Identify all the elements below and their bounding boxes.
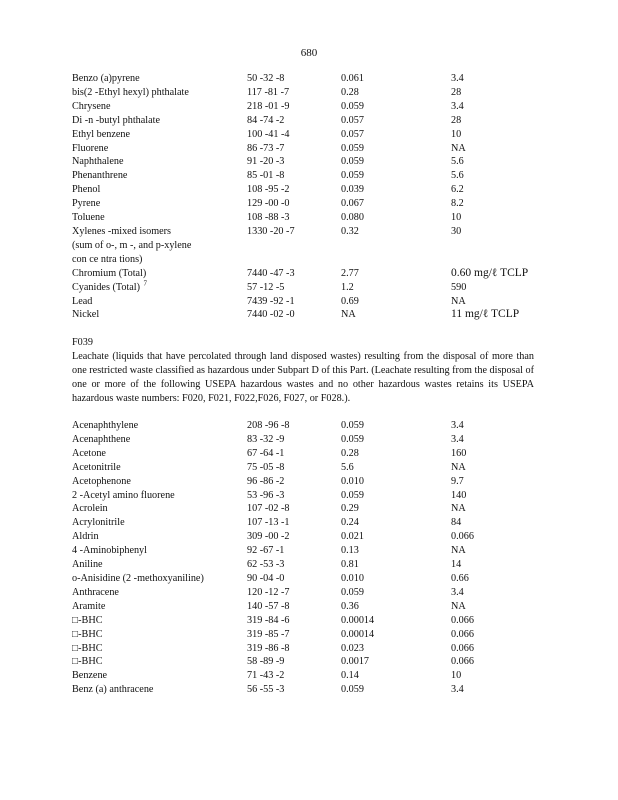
nonwastewater-standard: 9.7 [451, 475, 464, 487]
cas-number: 120 -12 -7 [247, 586, 290, 598]
nonwastewater-standard: 590 [451, 281, 467, 293]
wastewater-standard: 0.059 [341, 142, 364, 154]
cas-number: 108 -95 -2 [247, 184, 290, 196]
constituent-name: Acetone [72, 447, 106, 459]
nonwastewater-standard: 3.4 [451, 420, 464, 431]
constituent-name: o-Anisidine (2 -methoxyaniline) [72, 572, 204, 584]
table-row [72, 128, 552, 142]
wastewater-standard: 0.00014 [341, 628, 375, 640]
nonwastewater-standard: 84 [451, 517, 462, 529]
cas-number: 309 -00 -2 [247, 531, 290, 543]
cas-number: 57 -12 -5 [247, 281, 285, 293]
table-row [72, 197, 552, 211]
wastewater-standard: 0.023 [341, 642, 364, 654]
nonwastewater-standard: 3.4 [451, 100, 464, 112]
constituent-name: Acetophenone [72, 475, 131, 487]
nonwastewater-standard: 3.4 [451, 433, 464, 445]
wastewater-standard: 0.28 [341, 447, 359, 459]
cas-number: 67 -64 -1 [247, 447, 285, 459]
constituent-name: 4 -Aminobiphenyl [72, 545, 147, 557]
nonwastewater-standard: NA [451, 142, 466, 154]
nonwastewater-standard: 0.066 [451, 642, 474, 654]
constituent-name: Aniline [72, 559, 103, 571]
section-code: F039 [72, 337, 93, 348]
cas-number: 208 -96 -8 [247, 420, 290, 431]
table-row [72, 669, 552, 683]
wastewater-standard: 0.059 [341, 170, 364, 182]
section-description: Leachate (liquids that have percolated through land disposed wastes) resulting from the disposal of more than one restricted waste classified as hazardous under Subpart D of this Part. (Leachate resulting from the disposal of one or more of the following USEPA hazardous wastes and no other hazardous wastes retains its USEPA hazardous waste numbers: F020, F021, F022,F026, F027, or F028.). [72, 350, 534, 404]
wastewater-standard: 0.14 [341, 670, 359, 682]
wastewater-standard: 0.29 [341, 503, 359, 515]
cas-number: 91 -20 -3 [247, 156, 285, 168]
wastewater-standard: 0.057 [341, 114, 364, 126]
nonwastewater-standard: 6.2 [451, 184, 464, 196]
constituent-name: Anthracene [72, 586, 119, 598]
constituent-name: Acrolein [72, 503, 108, 515]
nonwastewater-standard: 0.066 [451, 614, 474, 626]
cas-number: 218 -01 -9 [247, 100, 290, 112]
cas-number: 7439 -92 -1 [247, 295, 295, 307]
wastewater-standard: 0.039 [341, 184, 364, 196]
table-row [72, 100, 552, 114]
constituent-name: Acrylonitrile [72, 517, 125, 529]
section-f039 [72, 336, 534, 406]
table-row [72, 142, 552, 156]
constituent-table-top [72, 72, 552, 322]
table-row [72, 516, 552, 530]
cas-number: 117 -81 -7 [247, 86, 290, 98]
constituent-name: Phenol [72, 184, 101, 196]
nonwastewater-standard: NA [451, 461, 466, 473]
constituent-name: Nickel [72, 309, 100, 321]
wastewater-standard: 0.059 [341, 100, 364, 112]
table-row [72, 239, 552, 253]
constituent-name: 2 -Acetyl amino fluorene [72, 489, 175, 501]
nonwastewater-standard: 0.66 [451, 572, 469, 584]
constituent-name: □-BHC [72, 656, 103, 668]
cas-number: 319 -84 -6 [247, 614, 290, 626]
constituent-name: Acetonitrile [72, 461, 121, 473]
table-row [72, 586, 552, 600]
cas-number: 7440 -02 -0 [247, 309, 295, 321]
nonwastewater-standard: 3.4 [451, 684, 464, 696]
table-row [72, 447, 552, 461]
nonwastewater-standard: 10 [451, 128, 462, 140]
page-number: 680 [300, 47, 318, 59]
cas-number [247, 239, 341, 253]
cas-number: 85 -01 -8 [247, 170, 285, 182]
wastewater-standard: 0.81 [341, 559, 359, 571]
wastewater-standard: 0.36 [341, 600, 359, 612]
constituent-name: Naphthalene [72, 156, 124, 168]
table-row [72, 628, 552, 642]
cas-number: 92 -67 -1 [247, 545, 285, 557]
table-row [72, 72, 552, 86]
table-row [72, 295, 552, 309]
cas-number: 129 -00 -0 [247, 198, 290, 210]
table-row [72, 572, 552, 586]
wastewater-standard: 0.061 [341, 73, 364, 84]
cas-number: 56 -55 -3 [247, 684, 285, 696]
constituent-name: □-BHC [72, 628, 103, 640]
nonwastewater-standard: 160 [451, 447, 467, 459]
nonwastewater-standard: 10 [451, 212, 462, 224]
cas-number: 96 -86 -2 [247, 475, 285, 487]
constituent-name: Benzene [72, 670, 108, 682]
wastewater-standard: 1.2 [341, 281, 354, 293]
table-row [72, 642, 552, 656]
cas-number: 86 -73 -7 [247, 142, 285, 154]
cas-number: 83 -32 -9 [247, 433, 285, 445]
table-row [72, 419, 552, 433]
table-row [72, 544, 552, 558]
wastewater-standard: 0.059 [341, 684, 364, 696]
nonwastewater-standard: 5.6 [451, 156, 464, 168]
table-row [72, 683, 552, 697]
nonwastewater-standard: 8.2 [451, 198, 464, 210]
table-row [72, 433, 552, 447]
table-row [72, 155, 552, 169]
constituent-name: Benz (a) anthracene [72, 684, 154, 696]
nonwastewater-standard: 14 [451, 559, 462, 571]
constituent-name: Di -n -butyl phthalate [72, 114, 160, 126]
cas-number: 100 -41 -4 [247, 128, 290, 140]
cas-number: 62 -53 -3 [247, 559, 285, 571]
nonwastewater-standard: 3.4 [451, 73, 464, 84]
wastewater-standard [341, 239, 451, 253]
constituent-name: con ce ntra tions) [72, 253, 143, 265]
constituent-name: (sum of o-, m -, and p-xylene [72, 239, 192, 251]
constituent-name: Fluorene [72, 142, 109, 154]
wastewater-standard: 0.13 [341, 545, 359, 557]
cas-number: 75 -05 -8 [247, 461, 285, 473]
constituent-name: bis(2 -Ethyl hexyl) phthalate [72, 86, 189, 98]
table-row [72, 600, 552, 614]
nonwastewater-standard [451, 253, 552, 267]
cas-number: 319 -86 -8 [247, 642, 290, 654]
table-row [72, 114, 552, 128]
wastewater-standard: 0.010 [341, 572, 364, 584]
wastewater-standard: 0.69 [341, 295, 359, 307]
table-row [72, 225, 552, 239]
wastewater-standard: 0.010 [341, 475, 364, 487]
nonwastewater-standard: 3.4 [451, 586, 464, 598]
constituent-table-bottom [72, 419, 552, 697]
wastewater-standard: 0.0017 [341, 656, 370, 668]
wastewater-standard: 0.32 [341, 225, 359, 237]
table-row [72, 461, 552, 475]
nonwastewater-standard: 11 mg/ℓ TCLP [451, 308, 520, 321]
nonwastewater-standard: 140 [451, 489, 467, 501]
wastewater-standard: 0.059 [341, 433, 364, 445]
cas-number: 50 -32 -8 [247, 73, 285, 84]
constituent-name: Aramite [72, 600, 106, 612]
constituent-name: Toluene [72, 212, 105, 224]
constituent-name: Ethyl benzene [72, 128, 130, 140]
table-row [72, 475, 552, 489]
nonwastewater-standard: NA [451, 545, 466, 557]
cas-number: 107 -02 -8 [247, 503, 290, 515]
constituent-name: Chromium (Total) [72, 267, 147, 279]
nonwastewater-standard: 30 [451, 225, 462, 237]
wastewater-standard: 5.6 [341, 461, 354, 473]
constituent-name: Cyanides (Total) $^7$ [72, 279, 148, 293]
wastewater-standard: 0.059 [341, 586, 364, 598]
constituent-name: Lead [72, 295, 93, 307]
nonwastewater-standard: 28 [451, 86, 462, 98]
cas-number: 84 -74 -2 [247, 114, 285, 126]
cas-number: 71 -43 -2 [247, 670, 285, 682]
wastewater-standard: NA [341, 309, 356, 321]
cas-number: 7440 -47 -3 [247, 267, 295, 279]
table-row [72, 169, 552, 183]
table-row [72, 211, 552, 225]
table-row [72, 183, 552, 197]
table-row [72, 86, 552, 100]
constituent-name: Benzo (a)pyrene [72, 73, 140, 84]
table-row [72, 614, 552, 628]
wastewater-standard: 0.021 [341, 531, 364, 543]
table-row [72, 558, 552, 572]
cas-number: 140 -57 -8 [247, 600, 290, 612]
nonwastewater-standard: NA [451, 503, 466, 515]
wastewater-standard: 0.28 [341, 86, 359, 98]
wastewater-standard: 0.24 [341, 517, 359, 529]
wastewater-standard: 0.057 [341, 128, 364, 140]
nonwastewater-standard: 0.60 mg/ℓ TCLP [451, 266, 529, 279]
constituent-name: Xylenes -mixed isomers [72, 225, 172, 237]
nonwastewater-standard: NA [451, 295, 466, 307]
constituent-name: Aldrin [72, 531, 99, 543]
wastewater-standard: 0.080 [341, 212, 364, 224]
wastewater-standard: 0.059 [341, 156, 364, 168]
nonwastewater-standard: 28 [451, 114, 462, 126]
nonwastewater-standard: 5.6 [451, 170, 464, 182]
nonwastewater-standard: NA [451, 600, 466, 612]
constituent-name: Acenaphthylene [72, 420, 139, 431]
table-row [72, 530, 552, 544]
nonwastewater-standard: 0.066 [451, 656, 474, 668]
nonwastewater-standard: 10 [451, 670, 462, 682]
wastewater-standard: 2.77 [341, 267, 359, 279]
cas-number: 107 -13 -1 [247, 517, 290, 529]
cas-number: 1330 -20 -7 [247, 225, 295, 237]
table-row [72, 281, 552, 295]
cas-number: 319 -85 -7 [247, 628, 290, 640]
table-row [72, 655, 552, 669]
wastewater-standard: 0.059 [341, 420, 364, 431]
wastewater-standard: 0.067 [341, 198, 364, 210]
constituent-name: Chrysene [72, 100, 111, 112]
nonwastewater-standard: 0.066 [451, 531, 474, 543]
cas-number: 90 -04 -0 [247, 572, 285, 584]
wastewater-standard: 0.059 [341, 489, 364, 501]
table-row [72, 489, 552, 503]
footnote-marker: 7 [140, 279, 148, 288]
nonwastewater-standard [451, 239, 552, 253]
table-row [72, 253, 552, 267]
wastewater-standard [341, 253, 451, 267]
constituent-name: Pyrene [72, 198, 101, 210]
constituent-name: □-BHC [72, 614, 103, 626]
cas-number [247, 253, 341, 267]
cas-number: 108 -88 -3 [247, 212, 290, 224]
nonwastewater-standard: 0.066 [451, 628, 474, 640]
cas-number: 53 -96 -3 [247, 489, 285, 501]
wastewater-standard: 0.00014 [341, 614, 375, 626]
constituent-name: Phenanthrene [72, 170, 128, 182]
cas-number: 58 -89 -9 [247, 656, 285, 668]
constituent-name: □-BHC [72, 642, 103, 654]
constituent-name: Acenaphthene [72, 433, 131, 445]
table-row [72, 502, 552, 516]
table-row [72, 308, 552, 322]
